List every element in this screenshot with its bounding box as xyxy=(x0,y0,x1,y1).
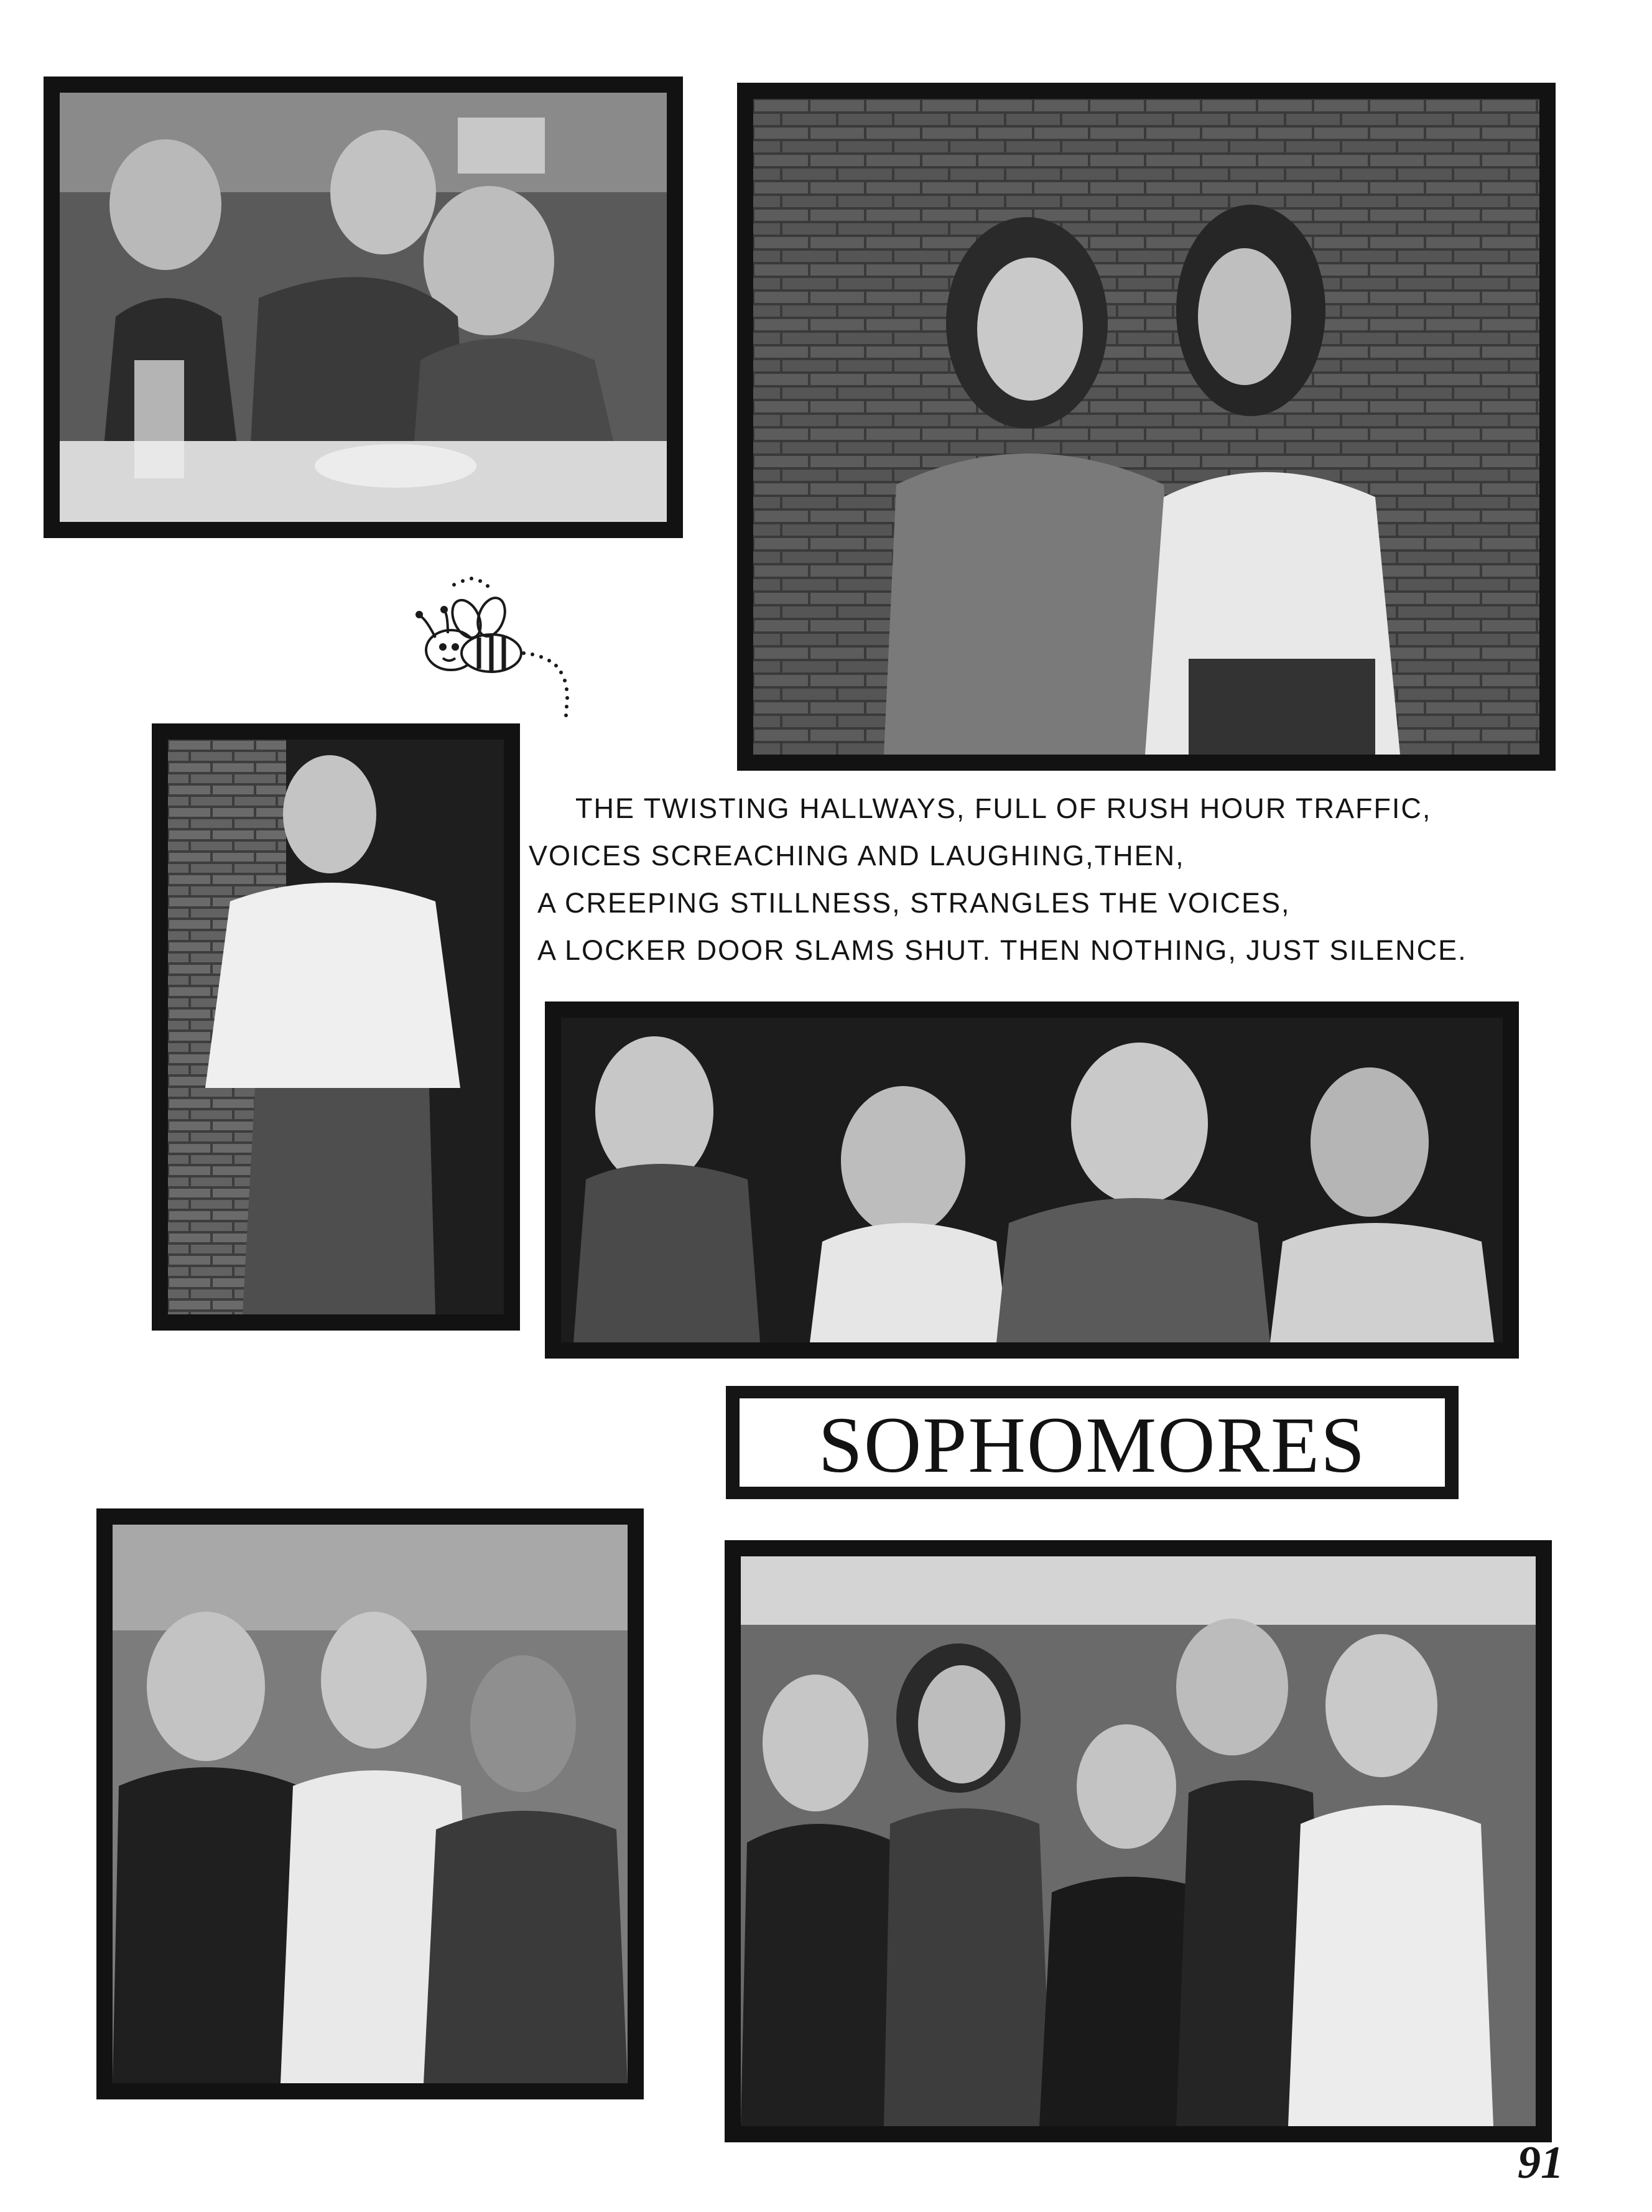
section-title: SOPHOMORES xyxy=(818,1401,1367,1489)
page-number: 91 xyxy=(1518,2137,1564,2188)
photo-girls-brick-wall-image xyxy=(753,99,1539,755)
section-title-box xyxy=(726,1386,1459,1499)
photo-three-boys xyxy=(96,1508,644,2099)
photo-four-girls-image xyxy=(561,1018,1503,1342)
photo-boys-cafeteria-image xyxy=(60,93,667,522)
photo-girls-brick-wall xyxy=(737,83,1556,771)
bee-doodle-icon xyxy=(392,560,591,734)
photo-three-boys-image xyxy=(113,1525,628,2083)
photo-boy-white-sweater-image xyxy=(168,740,504,1314)
poem-line-2: VOICES SCREACHING AND LAUGHING,THEN, xyxy=(529,840,1185,871)
poem-text xyxy=(529,785,1623,974)
photo-boy-white-sweater xyxy=(152,723,520,1331)
photo-girls-lockers xyxy=(725,1540,1552,2142)
photo-boys-cafeteria xyxy=(44,77,683,538)
poem-line-4: A LOCKER DOOR SLAMS SHUT. THEN NOTHING, JUST SILENCE. xyxy=(537,934,1467,966)
photo-four-girls xyxy=(545,1001,1519,1359)
photo-girls-lockers-image xyxy=(741,1556,1536,2126)
poem-line-3: A CREEPING STILLNESS, STRANGLES THE VOICES, xyxy=(537,887,1291,919)
poem-line-1: THE TWISTING HALLWAYS, FULL OF RUSH HOUR TRAFFIC, xyxy=(575,792,1432,824)
section-title-inner xyxy=(740,1398,1445,1487)
